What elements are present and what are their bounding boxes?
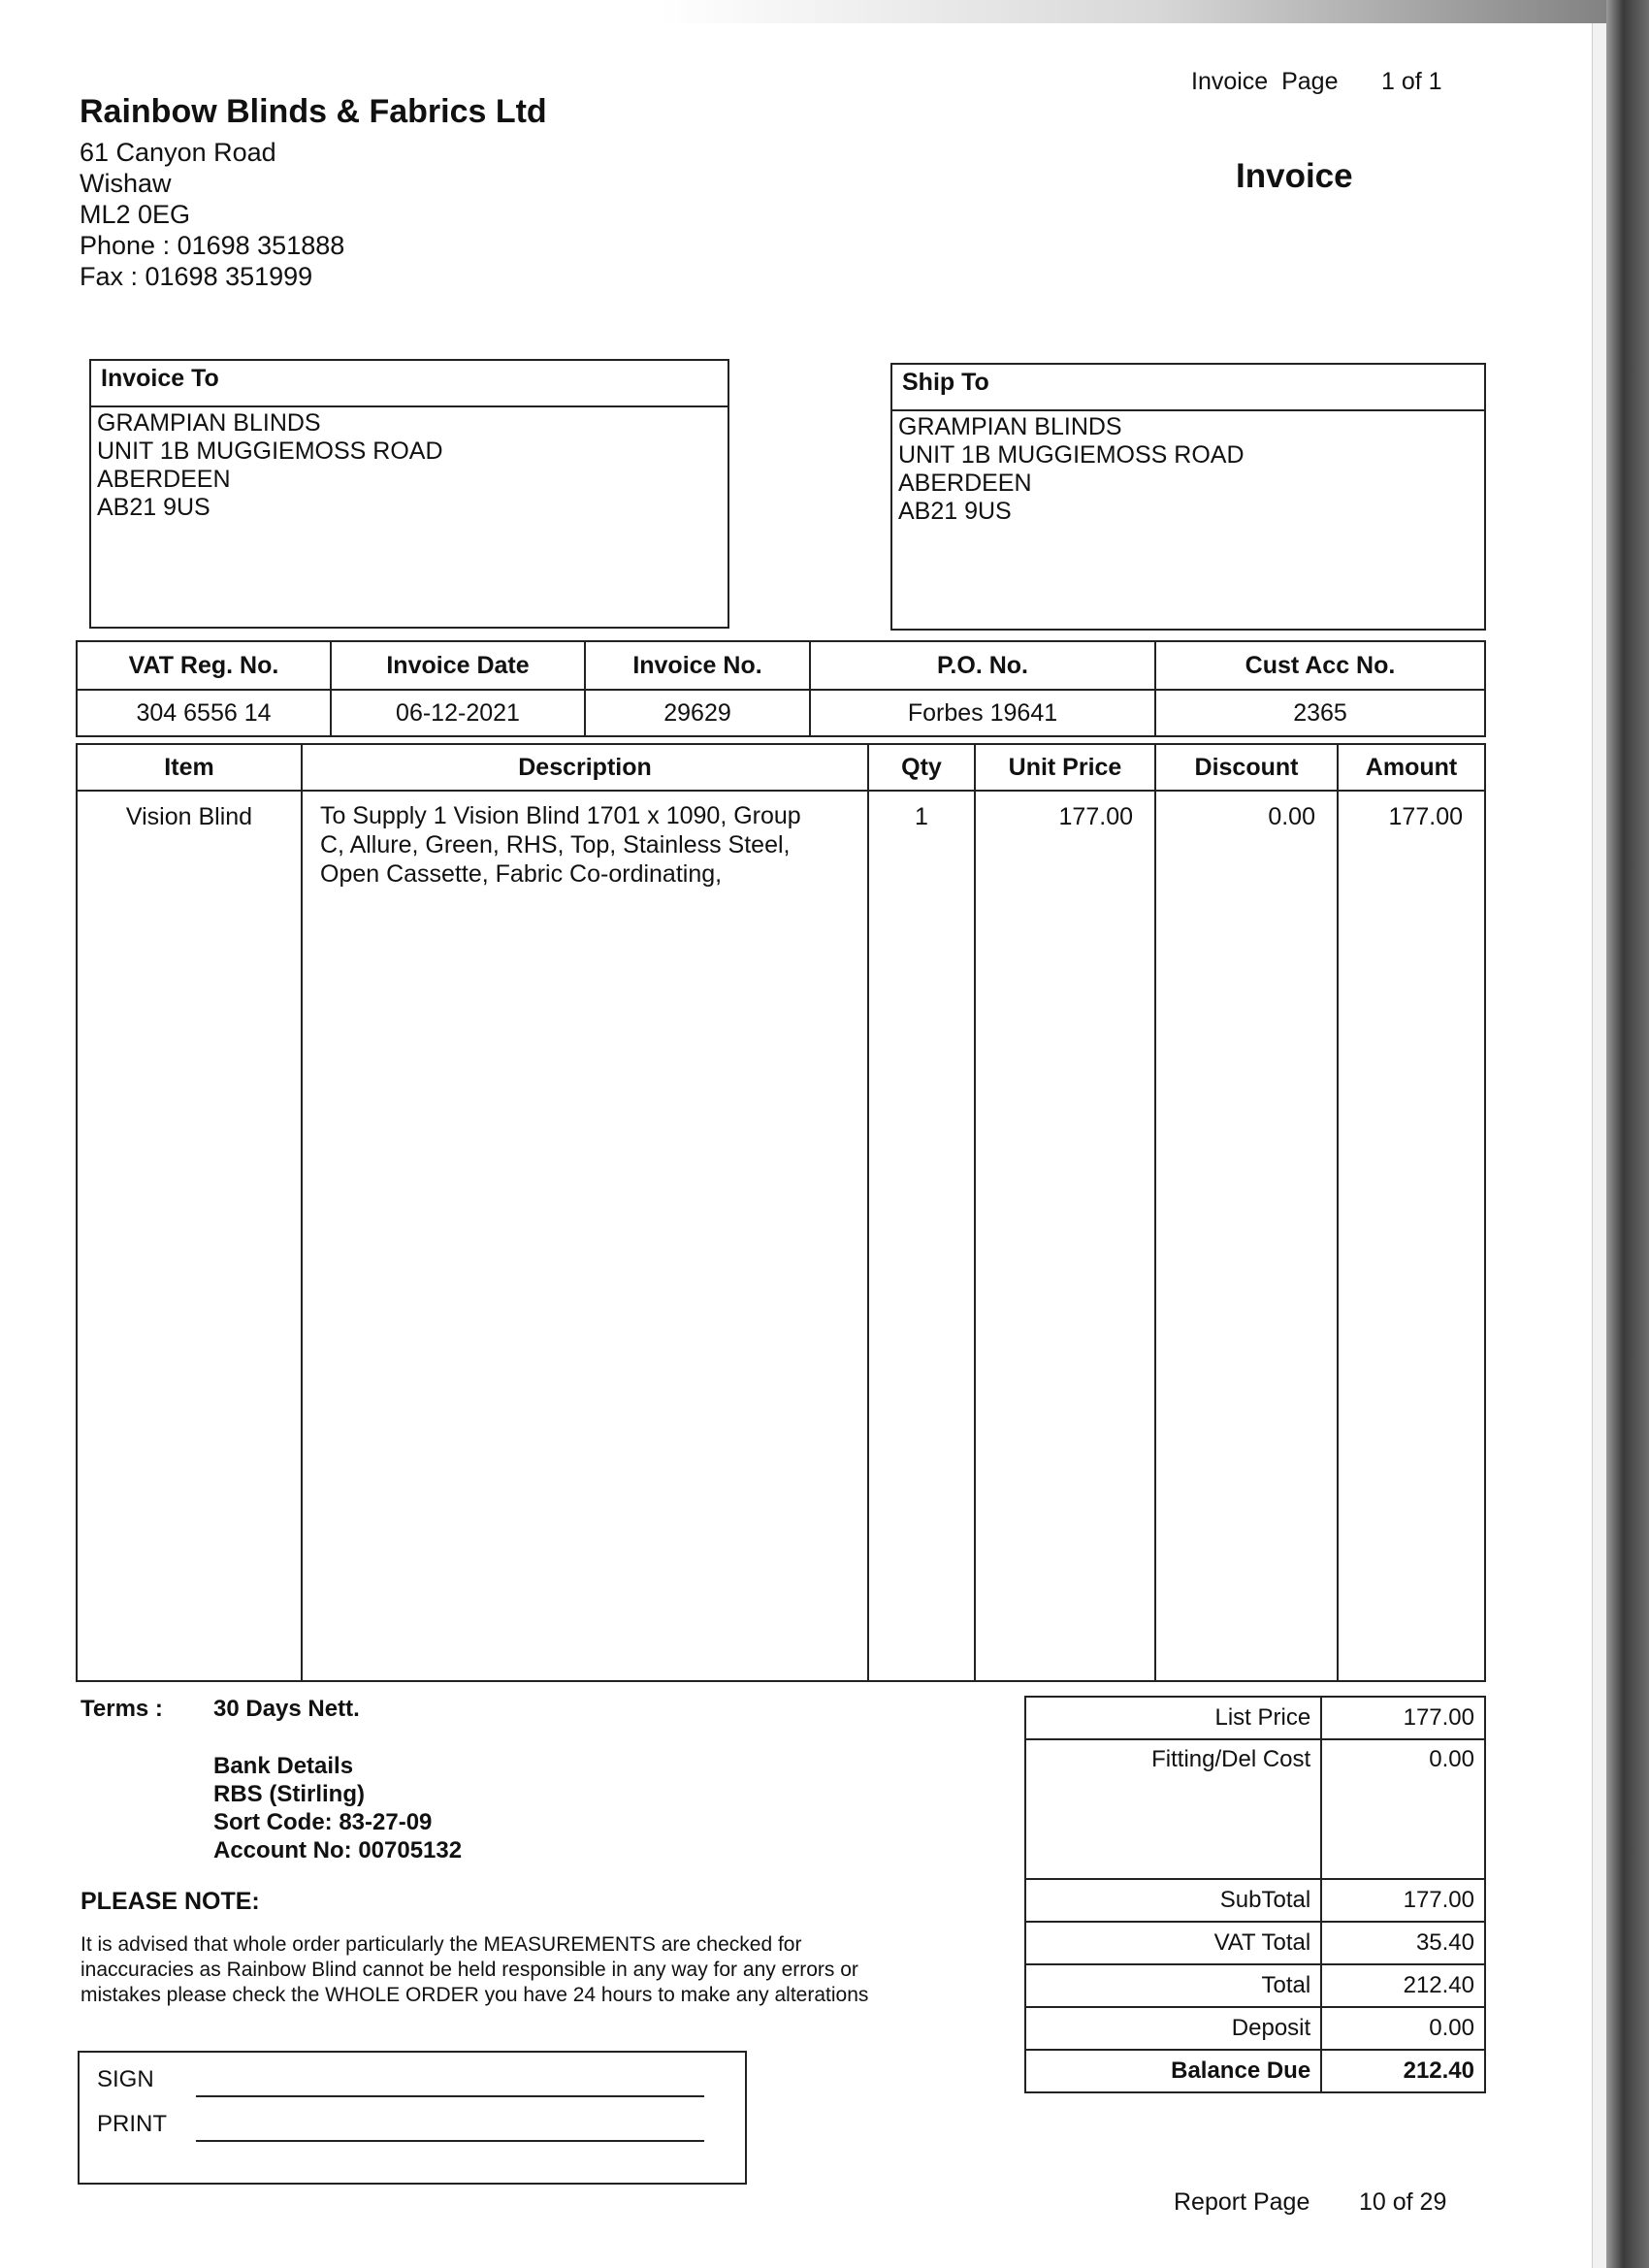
invoice-to-line: AB21 9US [97,494,210,521]
cust-acc-value: 2365 [1155,690,1485,736]
bank-line: Account No: 00705132 [213,1837,463,1863]
item-qty: 1 [868,791,975,1681]
invoice-to-line: GRAMPIAN BLINDS [97,409,321,437]
vat-total-value: 35.40 [1321,1922,1485,1964]
vat-reg-value: 304 6556 14 [77,690,331,736]
balance-due-label: Balance Due [1025,2050,1321,2092]
item-description-line: To Supply 1 Vision Blind 1701 x 1090, Group [320,802,801,829]
deposit-label: Deposit [1025,2007,1321,2050]
invoice-to-line: ABERDEEN [97,466,231,493]
invoice-info-table [76,640,1486,737]
invoice-to-line: UNIT 1B MUGGIEMOSS ROAD [97,437,443,465]
sign-line[interactable] [196,2095,704,2097]
subtotal-label: SubTotal [1025,1879,1321,1922]
note-line: inaccuracies as Rainbow Blind cannot be held responsible in any way for any errors or [81,1959,858,1981]
print-line[interactable] [196,2140,704,2142]
vat-total-label: VAT Total [1025,1922,1321,1964]
totals-row [1025,1739,1485,1879]
print-label: PRINT [97,2111,167,2137]
item-amount: 177.00 [1338,791,1485,1681]
terms-label: Terms : [81,1696,163,1722]
item-description-line: Open Cassette, Fabric Co-ordinating, [320,860,723,888]
note-line: mistakes please check the WHOLE ORDER you have 24 hours to make any alterations [81,1984,869,2006]
scan-shadow-top [0,0,1649,23]
items-header-cell: Unit Price [975,744,1155,791]
item-discount: 0.00 [1155,791,1338,1681]
item-description [302,791,868,1681]
bank-line: Bank Details [213,1753,354,1779]
info-header-cell: VAT Reg. No. [77,641,331,690]
ship-to-heading: Ship To [892,365,1484,411]
fitting-value: 0.00 [1321,1739,1485,1879]
total-value: 212.40 [1321,1964,1485,2007]
bank-line: Sort Code: 83-27-09 [213,1809,433,1835]
info-header-cell: Invoice Date [331,641,585,690]
invoice-date-value: 06-12-2021 [331,690,585,736]
items-header-cell: Discount [1155,744,1338,791]
company-address-line: ML2 0EG [80,200,191,229]
item-name: Vision Blind [77,791,302,1681]
signature-box [78,2051,747,2185]
items-header-cell: Amount [1338,744,1485,791]
ship-to-line: GRAMPIAN BLINDS [898,413,1122,440]
subtotal-value: 177.00 [1321,1879,1485,1922]
items-header-row [77,744,1485,791]
table-row [77,791,1485,1681]
totals-row [1025,1879,1485,1922]
totals-row [1025,2007,1485,2050]
scan-shadow-right [1606,0,1649,2268]
list-price-label: List Price [1025,1697,1321,1739]
invoice-page-number: 1 of 1 [1381,68,1442,95]
invoice-page-label: Invoice Page [1191,68,1339,95]
info-header-row [77,641,1485,690]
totals-row [1025,1964,1485,2007]
company-phone: Phone : 01698 351888 [80,231,345,260]
fitting-label: Fitting/Del Cost [1025,1739,1321,1879]
invoice-number-value: 29629 [585,690,810,736]
report-page-value: 10 of 29 [1359,2188,1447,2216]
bank-details [213,1752,462,1864]
totals-row [1025,1922,1485,1964]
totals-table [1024,1696,1486,2093]
items-header-cell: Item [77,744,302,791]
items-table [76,743,1486,1682]
invoice-to-box [89,359,729,629]
items-header-cell: Qty [868,744,975,791]
document-title: Invoice [1236,157,1353,195]
balance-due-value: 212.40 [1321,2050,1485,2092]
ship-to-line: AB21 9US [898,498,1012,525]
list-price-value: 177.00 [1321,1697,1485,1739]
items-header-cell: Description [302,744,868,791]
ship-to-line: ABERDEEN [898,470,1032,497]
info-header-cell: Invoice No. [585,641,810,690]
company-name: Rainbow Blinds & Fabrics Ltd [80,93,547,130]
ship-to-line: UNIT 1B MUGGIEMOSS ROAD [898,441,1245,469]
scan-page-edge [1592,23,1606,2268]
ship-to-box [890,363,1486,631]
company-address-line: 61 Canyon Road [80,138,276,167]
invoice-to-heading: Invoice To [91,361,728,407]
sign-label: SIGN [97,2066,154,2092]
company-address-line: Wishaw [80,169,172,198]
info-header-cell: P.O. No. [810,641,1155,690]
deposit-value: 0.00 [1321,2007,1485,2050]
info-value-row [77,690,1485,736]
totals-row [1025,1697,1485,1739]
note-line: It is advised that whole order particularly the MEASUREMENTS are checked for [81,1933,802,1956]
total-label: Total [1025,1964,1321,2007]
totals-row [1025,2050,1485,2092]
note-text [81,1932,868,2008]
bank-line: RBS (Stirling) [213,1781,365,1807]
info-header-cell: Cust Acc No. [1155,641,1485,690]
item-unit-price: 177.00 [975,791,1155,1681]
terms-value: 30 Days Nett. [213,1696,360,1722]
po-number-value: Forbes 19641 [810,690,1155,736]
company-fax: Fax : 01698 351999 [80,262,313,291]
report-page-label: Report Page [1174,2188,1310,2216]
note-heading: PLEASE NOTE: [81,1888,260,1915]
item-description-line: C, Allure, Green, RHS, Top, Stainless Steel, [320,831,791,859]
